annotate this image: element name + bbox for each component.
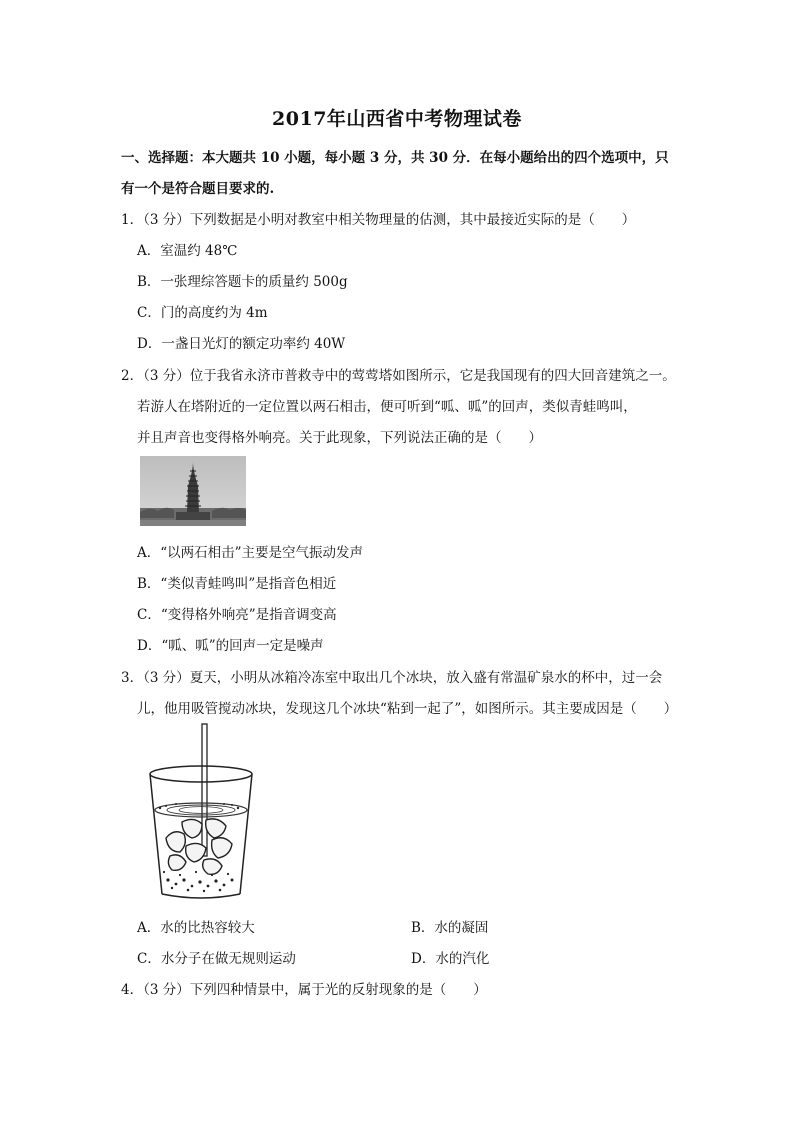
- q3-stem-line-2: 儿，他用吸管搅动冰块，发现这几个冰块“粘到一起了”，如图所示。其主要成因是（ ）: [137, 701, 678, 717]
- section-heading-line-2: 有一个是符合题目要求的.: [121, 181, 275, 197]
- q2-option-a: A．“以两石相击”主要是空气振动发声: [137, 545, 364, 561]
- q1-option-a: A．室温约 48℃: [137, 243, 238, 259]
- q3-option-b: B．水的凝固: [411, 920, 489, 936]
- q4-stem: 4．（3 分）下列四种情景中，属于光的反射现象的是（ ）: [121, 982, 487, 998]
- q1-option-c: C．门的高度约为 4m: [137, 305, 268, 321]
- page-title: 2017年山西省中考物理试卷: [272, 108, 522, 130]
- q1-option-b: B．一张理综答题卡的质量约 500g: [137, 274, 348, 290]
- pagoda-photo: [140, 456, 246, 526]
- q2-stem-line-3: 并且声音也变得格外响亮。关于此现象，下列说法正确的是（ ）: [137, 430, 542, 446]
- q2-stem-line-2: 若游人在塔附近的一定位置以两石相击，便可听到“呱、呱”的回声，类似青蛙鸣叫，: [137, 399, 637, 415]
- q2-stem-line-1: 2．（3 分）位于我省永济市普救寺中的莺莺塔如图所示，它是我国现有的四大回音建筑之一。: [121, 368, 676, 384]
- glass-with-ice-figure: [146, 722, 256, 904]
- q2-option-c: C．“变得格外响亮”是指音调变高: [137, 607, 337, 623]
- section-heading-line-1: 一、选择题：本大题共 10 小题，每小题 3 分，共 30 分．在每小题给出的四个选项中，只: [121, 150, 669, 166]
- q2-option-b: B．“类似青蛙鸣叫”是指音色相近: [137, 576, 337, 592]
- q2-option-d: D．“呱、呱”的回声一定是噪声: [137, 638, 324, 654]
- q3-option-c: C．水分子在做无规则运动: [137, 951, 296, 967]
- q1-stem: 1．（3 分）下列数据是小明对教室中相关物理量的估测，其中最接近实际的是（ ）: [121, 212, 636, 228]
- q1-option-d: D．一盏日光灯的额定功率约 40W: [137, 336, 346, 352]
- q3-stem-line-1: 3．（3 分）夏天，小明从冰箱冷冻室中取出几个冰块，放入盛有常温矿泉水的杯中，过一会: [121, 670, 663, 686]
- q3-option-a: A．水的比热容较大: [137, 920, 255, 936]
- q3-option-d: D．水的汽化: [411, 951, 490, 967]
